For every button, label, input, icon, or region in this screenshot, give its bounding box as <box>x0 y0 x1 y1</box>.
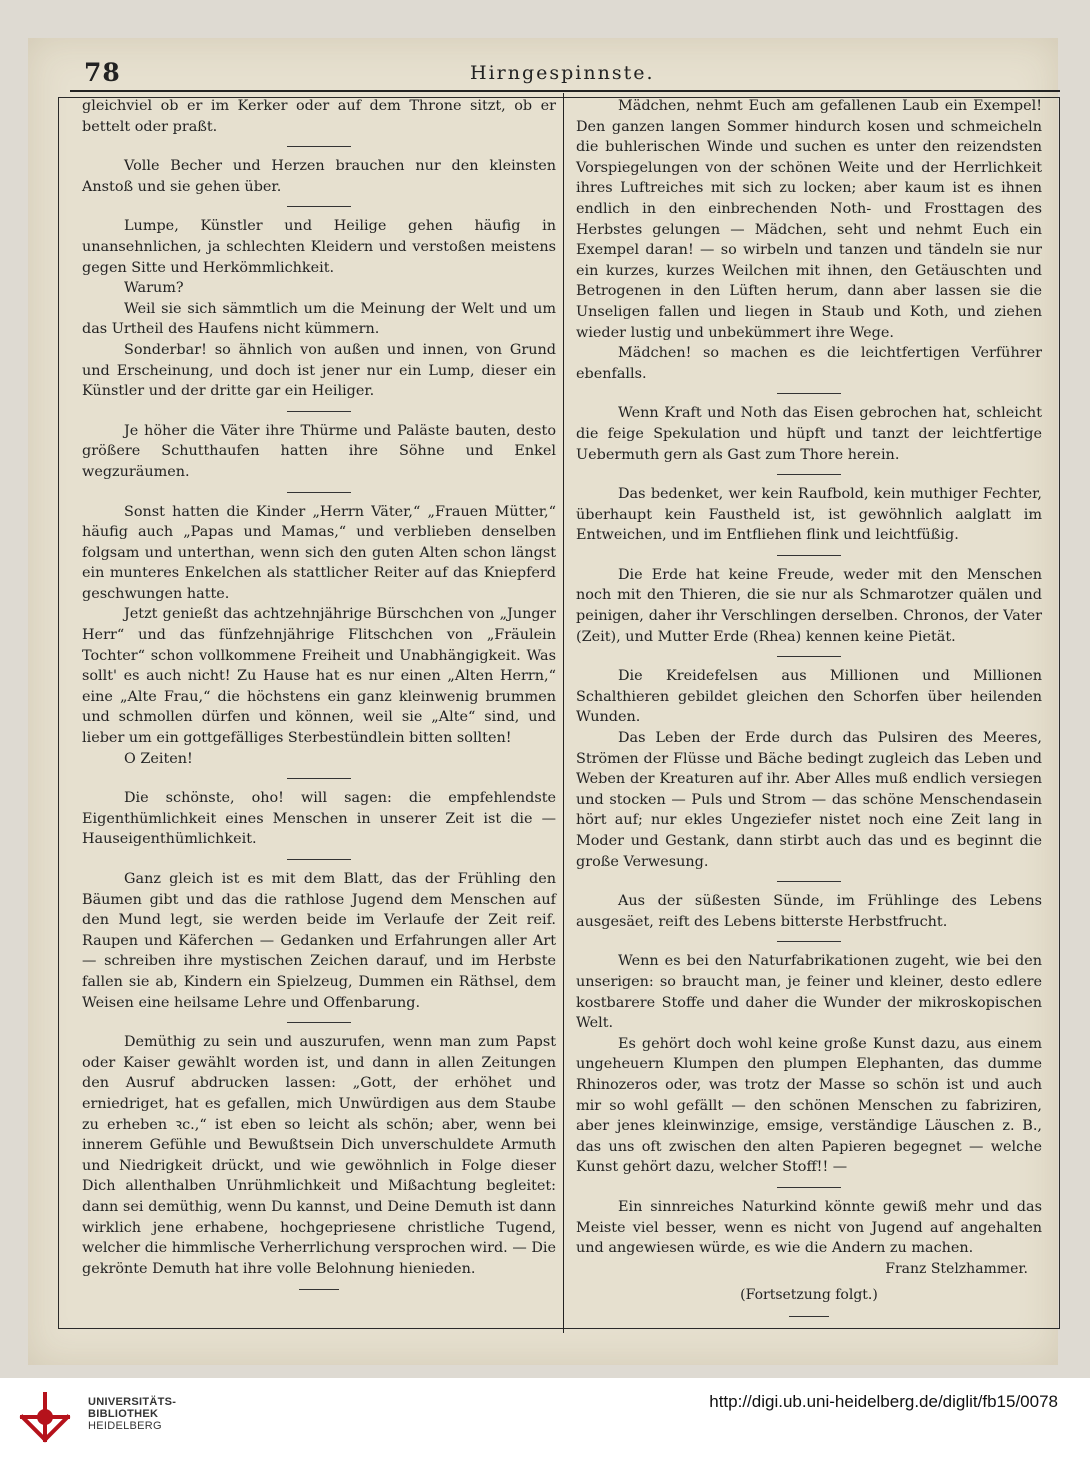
continuation-note: (Fortsetzung folgt.) <box>740 1287 878 1304</box>
paragraph: Wenn es bei den Naturfabrikationen zugeht, wie bei den unserigen: so braucht man, je feiner und kleiner, desto edlere kostbarere Stoffe und daher die Wunder der mikroskopischen Welt. <box>576 953 1042 1032</box>
library-name <box>88 1396 176 1432</box>
paragraph: Aus der süßesten Sünde, im Frühlinge des Lebens ausgesäet, reift des Lebens bitterste Herbstfrucht. <box>576 893 1042 930</box>
paragraph: Es gehört doch wohl keine große Kunst dazu, aus einem ungeheuern Klumpen den plumpen Elephanten, das dumme Rhinozeros oder, was trotz der Masse so schön ist und auch mir so wohl gefällt — den schönen Menschen zu fabriziren, aber jenes kleinwinzige, emsige, verständige Läuschen z. B., das uns oft zwischen den alten Papieren begegnet — welche Kunst gehört dazu, welcher Stoff!! — <box>576 1035 1042 1176</box>
paragraph: Lumpe, Künstler und Heilige gehen häufig in unansehnlichen, ja schlechten Kleidern und verstoßen meistens gegen Sitte und Herkömmlichkeit. <box>82 218 556 276</box>
section-separator <box>777 474 841 475</box>
paragraph: Ganz gleich ist es mit dem Blatt, das der Frühling den Bäumen gibt und das die rathlose Jugend dem Menschen auf den Mund legt, sie werden beide im Verlaufe der Zeit reif. Raupen und Käferchen — Gedanken und Erfahrungen aller Art — schreiben ihre mystischen Zeichen darauf, und im Herbste fallen sie ab, Kindern ein Spielzeug, Dummen ein Räthsel, dem Weisen eine heilsame Lehre und Offenbarung. <box>82 871 556 1011</box>
section-separator <box>287 206 351 207</box>
section-separator <box>777 1187 841 1188</box>
section-separator <box>287 492 351 493</box>
paragraph: Volle Becher und Herzen brauchen nur den kleinsten Anstoß und sie gehen über. <box>82 158 556 195</box>
document-url[interactable]: http://digi.ub.uni-heidelberg.de/diglit/fb15/0078 <box>709 1392 1058 1411</box>
viewer-footer <box>0 1378 1090 1457</box>
header-rule <box>70 90 1060 92</box>
paragraph: gleichviel ob er im Kerker oder auf dem Throne sitzt, ob er bettelt oder praßt. <box>82 98 556 135</box>
paragraph: Warum? <box>124 280 184 297</box>
paragraph: Ein sinnreiches Naturkind könnte gewiß mehr und das Meiste viel besser, wenn es nicht von Jugend auf angehalten und angewiesen würde, es wie die Andern zu machen. <box>576 1198 1042 1257</box>
paragraph: Demüthig zu sein und auszurufen, wenn man zum Papst oder Kaiser gewählt worden ist, und dann in allen Zeitungen den Ausruf abdrucken lassen: „Gott, der erhöhet und erniedriget, hat es gefallen, mich Unwürdigen aus dem Staube zu erheben ꝛc.,“ ist eben so leicht als schön; aber, wenn bei innerem Gefühle und Bewußtsein Dich unverschuldete Armuth und Niedrigkeit drückt, und wie gewöhnlich in Folge dieser Dich allenthalben Unrühmlichkeit und Mißachtung begleitet: dann sei demüthig, wenn Du kannst, und Deine Demuth ist dann wirklich jene erhabene, hochgepriesene christliche Tugend, welcher die himmlische Verherrlichung versprochen wird. — Die gekrönte Demuth hat ihre volle Belohnung hienieden. <box>82 1034 556 1277</box>
section-separator <box>777 555 841 556</box>
paragraph: Mädchen, nehmt Euch am gefallenen Laub ein Exempel! Den ganzen langen Sommer hindurch kosen und schmeicheln die buhlerischen Winde und suchen es unter den reizendsten Vorspiegelungen von der schönen Weite und der Herrlichkeit ihres Luftreiches mit sich zu locken; aber kaum ist es ihnen endlich in den einbrechenden Noth- und Frosttagen des Herbstes gelungen — Mädchen, seht und nehmt Euch ein Exempel daran! — so wirbeln und tanzen und tändeln sie nur ein kurzes, kurzes Weilchen mit ihnen, den Getäuschten und Betrogenen in den Lüften herum, dann aber lassen sie die Unseligen fallen und liegen in Staub und Koth, und ziehen wieder lustig und unbekümmert ihre Wege. <box>576 98 1042 341</box>
paragraph: Die Erde hat keine Freude, weder mit den Menschen noch mit den Thieren, die sie nur als Schmarotzer quälen und peinigen, daher ihr Verschlingen derselben. Chronos, der Vater (Zeit), und Mutter Erde (Rhea) kennen keine Pietät. <box>576 566 1042 645</box>
paragraph: Das bedenket, wer kein Raufbold, kein muthiger Fechter, überhaupt kein Faustheld ist, ist gewöhnlich aalglatt im Entweichen, und im Entfliehen flink und leichtfüßig. <box>576 486 1042 544</box>
section-separator <box>287 146 351 147</box>
column-divider <box>563 93 564 1333</box>
university-seal-icon <box>18 1390 72 1444</box>
section-separator <box>777 393 841 394</box>
section-separator <box>287 859 351 860</box>
paragraph: Das Leben der Erde durch das Pulsiren des Meeres, Strömen der Flüsse und Bäche bedingt zugleich das Leben und Weben der Kreaturen auf ihr. Aber Alles muß endlich versiegen und stocken — Puls und Strom — das schöne Menschendasein hört auf; nur ekles Ungeziefer nistet noch eine Zeit lang in Moder und Gestank, dann stirbt auch das und es beginnt die große Verwesung. <box>576 730 1042 870</box>
end-rule <box>299 1289 339 1290</box>
right-column <box>576 96 1042 1317</box>
paragraph: Je höher die Väter ihre Thürme und Paläste bauten, desto größere Schutthaufen hatten ihre Söhne und Enkel wegzuräumen. <box>82 422 556 480</box>
section-separator <box>777 881 841 882</box>
section-separator <box>777 656 841 657</box>
paragraph: Weil sie sich sämmtlich um die Meinung der Welt und um das Urtheil des Haufens nicht kümmern. <box>82 300 556 338</box>
left-column <box>82 96 556 1290</box>
author-signature: Franz Stelzhammer. <box>885 1260 1028 1277</box>
paragraph: Die schönste, oho! will sagen: die empfehlendste Eigenthümlichkeit eines Menschen in unserer Zeit ist die — Hauseigenthümlichkeit. <box>82 790 556 848</box>
paragraph: Wenn Kraft und Noth das Eisen gebrochen hat, schleicht die feige Spekulation und hüpft und tanzt der leichtfertige Uebermuth gern als Gast zum Thore herein. <box>576 405 1042 463</box>
library-line-3: HEIDELBERG <box>88 1420 162 1432</box>
library-line-2: BIBLIOTHEK <box>88 1408 159 1420</box>
library-line-1: UNIVERSITÄTS- <box>88 1396 177 1408</box>
paragraph: O Zeiten! <box>124 750 193 767</box>
section-separator <box>287 778 351 779</box>
paragraph: Sonst hatten die Kinder „Herrn Väter,“ „Frauen Mütter,“ häufig auch „Papas und Mamas,“ und verblieben denselben folgsam und unterthan, wenn sich den guten Alten schon längst ein munteres Enkelchen als stattlicher Reiter auf das Kniepferd geschwungen hatte. <box>82 503 556 602</box>
section-separator <box>777 941 841 942</box>
section-separator <box>287 411 351 412</box>
paragraph: Jetzt genießt das achtzehnjährige Bürschchen von „Junger Herr“ und das fünfzehnjährige Flitschchen von „Fräulein Tochter“ schon vollkommene Freiheit und Unabhängigkeit. Was sollt' es auch nicht! Zu Hause hat es nur einen „Alten Herrn,“ eine „Alte Frau,“ die höchstens ein ganz kleinwenig brummen und schmollen dürfen und können, weil sie „Alte“ sind, und lieber um ein gottgefälliges Sterbestündlein bitten sollten! <box>82 606 556 747</box>
section-separator <box>287 1022 351 1023</box>
running-title: Hirngespinnste. <box>470 62 655 84</box>
paragraph: Sonderbar! so ähnlich von außen und innen, von Grund und Erscheinung, und doch ist jener nur ein Lump, dieser ein Künstler und der dritte gar ein Heiliger. <box>82 341 556 400</box>
end-rule <box>789 1316 829 1317</box>
page-number: 78 <box>84 58 121 87</box>
paragraph: Mädchen! so machen es die leichtfertigen Verführer ebenfalls. <box>576 345 1042 382</box>
paragraph: Die Kreidefelsen aus Millionen und Millionen Schalthieren gebildet gleichen den Schorfen über heilenden Wunden. <box>576 668 1042 726</box>
